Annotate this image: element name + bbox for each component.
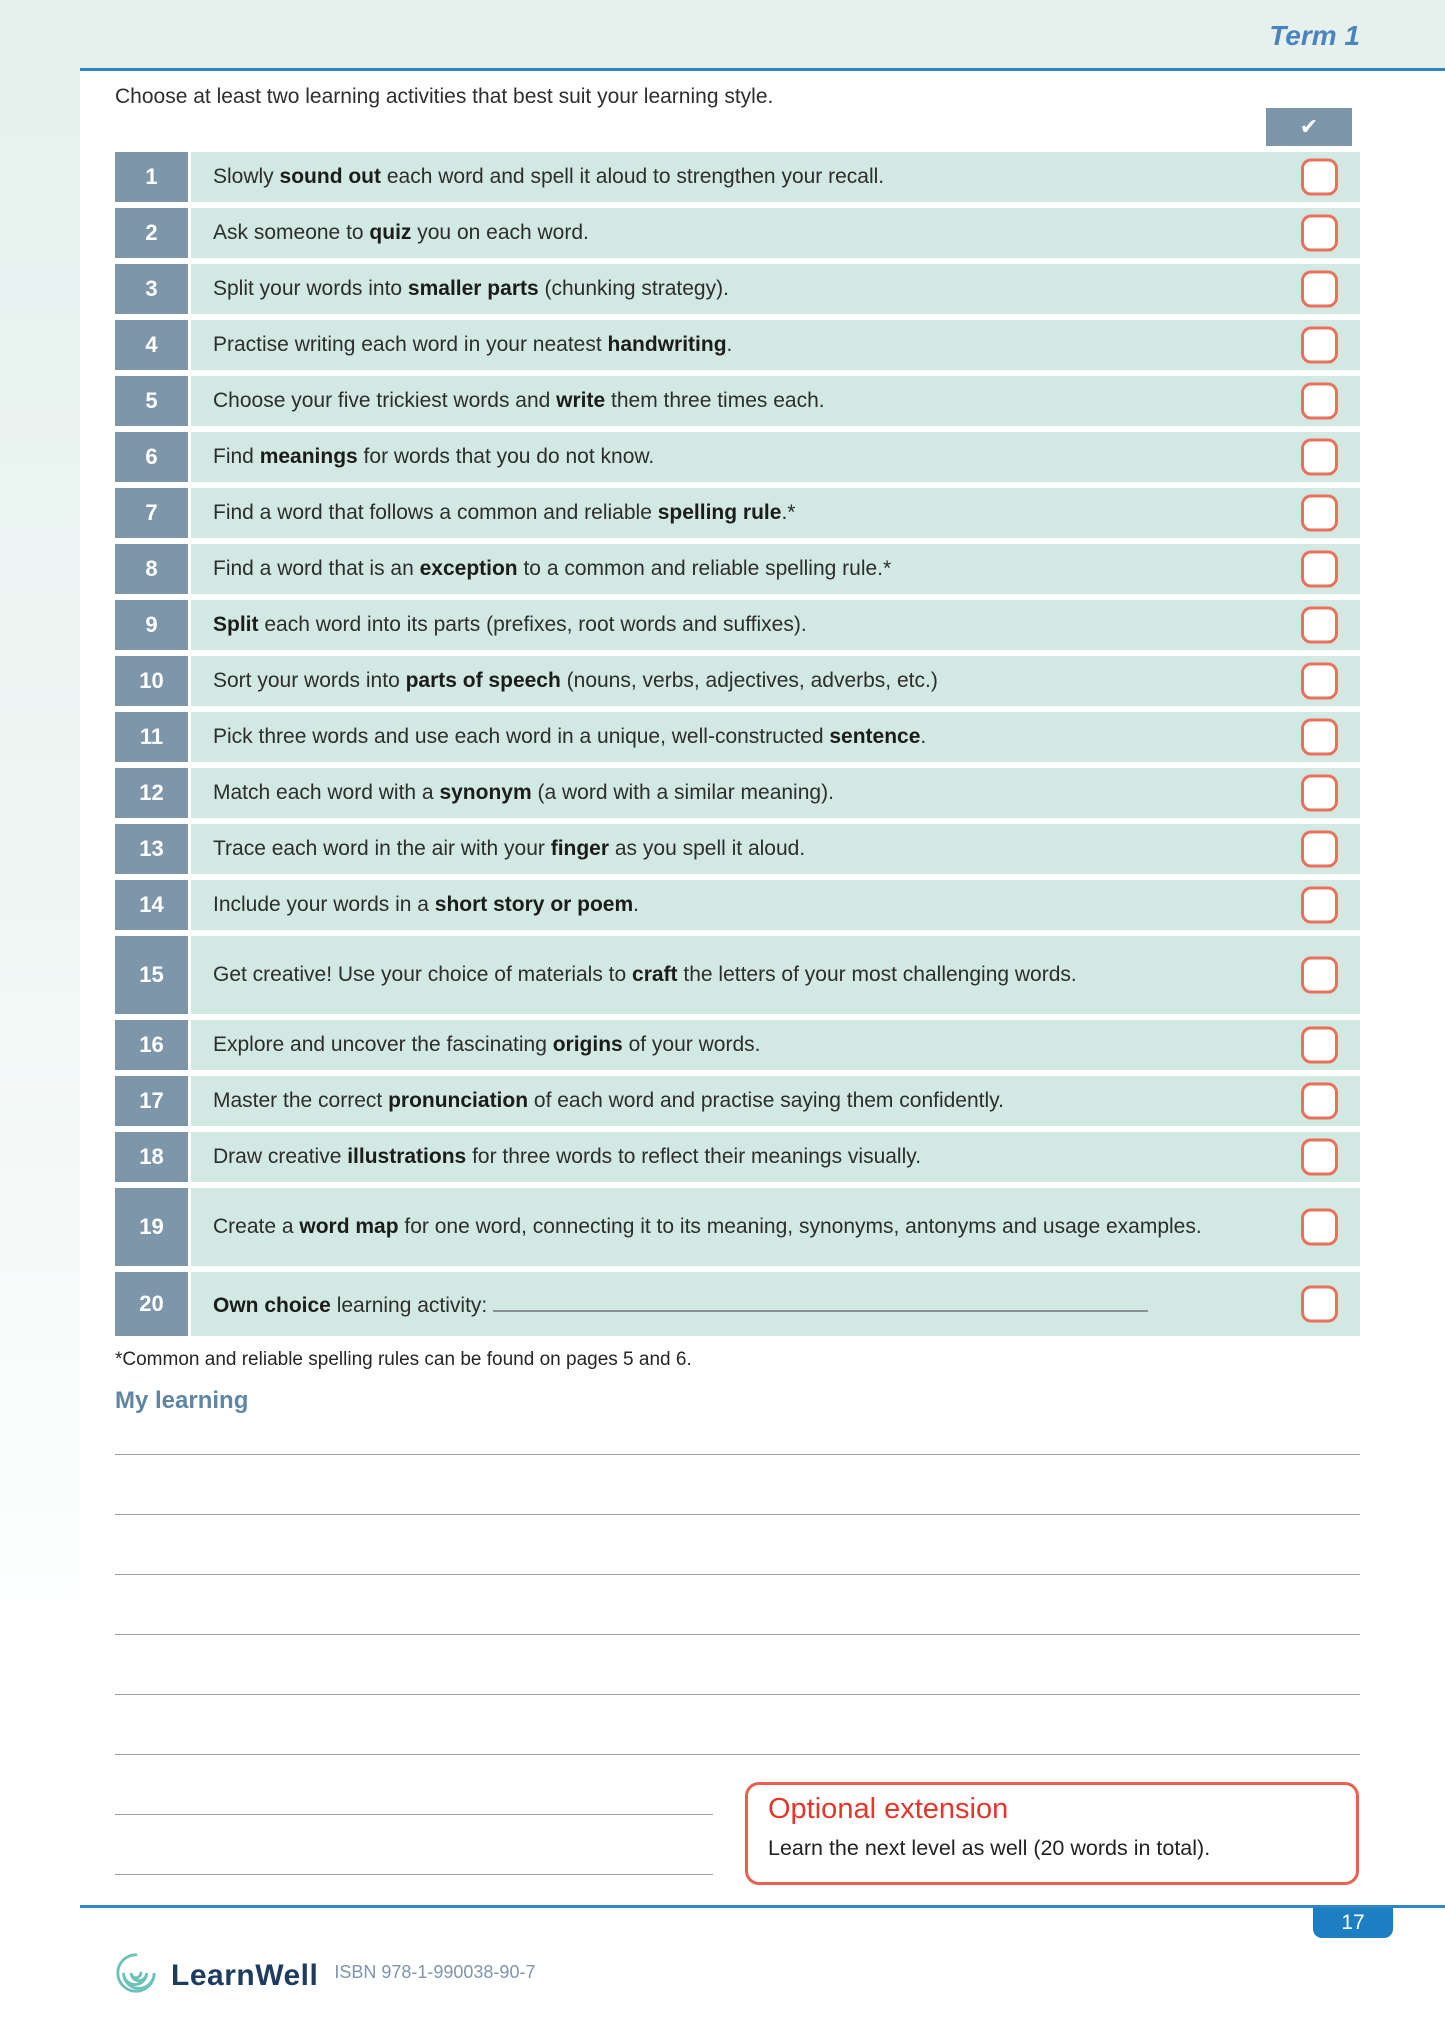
checkbox[interactable] [1301,887,1338,924]
checkbox[interactable] [1301,383,1338,420]
writing-line [115,1514,1360,1515]
checkbox[interactable] [1301,551,1338,588]
footnote: *Common and reliable spelling rules can be found on pages 5 and 6. [115,1349,692,1370]
writing-line [115,1574,1360,1575]
checkbox[interactable] [1301,719,1338,756]
writing-line [115,1754,1360,1755]
row-activity [191,1132,1360,1182]
writing-line [115,1634,1360,1635]
checkbox[interactable] [1301,607,1338,644]
row-number: 1 [115,152,188,202]
row-activity [191,544,1360,594]
my-learning-heading: My learning [115,1387,249,1414]
row-activity [191,152,1360,202]
row-number: 2 [115,208,188,258]
row-number: 18 [115,1132,188,1182]
row-number: 15 [115,936,188,1014]
checkbox[interactable] [1301,1286,1338,1323]
table-row [115,544,1360,594]
checkbox[interactable] [1301,271,1338,308]
row-number: 14 [115,880,188,930]
checkbox[interactable] [1301,663,1338,700]
row-activity [191,1188,1360,1266]
activity-text: Get creative! Use your choice of materials to craft the letters of your most challenging words. [213,963,1077,986]
row-number: 20 [115,1272,188,1336]
activity-text: Master the correct pronunciation of each word and practise saying them confidently. [213,1089,1004,1112]
table-row [115,264,1360,314]
table-row [115,1188,1360,1266]
table-row [115,432,1360,482]
checkbox[interactable] [1301,495,1338,532]
learnwell-logo-icon [113,1950,159,2001]
row-activity [191,264,1360,314]
row-activity [191,656,1360,706]
table-row [115,208,1360,258]
checkbox[interactable] [1301,775,1338,812]
row-number: 8 [115,544,188,594]
top-band [0,0,1445,68]
checkbox[interactable] [1301,327,1338,364]
table-row [115,880,1360,930]
table-row [115,320,1360,370]
row-number: 19 [115,1188,188,1266]
activity-text: Split each word into its parts (prefixes, root words and suffixes). [213,613,807,636]
row-activity [191,1272,1360,1336]
row-activity [191,936,1360,1014]
activity-text: Trace each word in the air with your finger as you spell it aloud. [213,837,806,860]
table-row [115,712,1360,762]
row-number: 10 [115,656,188,706]
checkbox[interactable] [1301,957,1338,994]
checkbox[interactable] [1301,159,1338,196]
row-activity [191,712,1360,762]
footer-rule [80,1905,1445,1908]
row-activity [191,768,1360,818]
activities-table [115,152,1360,1336]
table-row [115,824,1360,874]
row-number: 13 [115,824,188,874]
checkbox[interactable] [1301,1209,1338,1246]
row-activity [191,1076,1360,1126]
table-row [115,376,1360,426]
row-number: 6 [115,432,188,482]
writing-line [115,1814,713,1815]
activity-text: Draw creative illustrations for three words to reflect their meanings visually. [213,1145,922,1168]
writing-line [115,1694,1360,1695]
activity-text: Split your words into smaller parts (chunking strategy). [213,277,729,300]
activity-text: Find a word that follows a common and reliable spelling rule.* [213,501,796,524]
activity-text: Match each word with a synonym (a word with a similar meaning). [213,781,834,804]
table-row [115,1132,1360,1182]
table-row [115,152,1360,202]
checkbox[interactable] [1301,1083,1338,1120]
activity-text: Slowly sound out each word and spell it aloud to strengthen your recall. [213,165,885,188]
row-activity [191,880,1360,930]
row-number: 4 [115,320,188,370]
table-row [115,488,1360,538]
activity-text: Sort your words into parts of speech (nouns, verbs, adjectives, adverbs, etc.) [213,669,938,692]
row-activity [191,1020,1360,1070]
content-area [80,71,1445,1875]
activity-text: Create a word map for one word, connecting it to its meaning, synonyms, antonyms and usage examples. [213,1215,1202,1238]
brand-name: LearnWell [171,1958,319,1992]
instruction-row [115,85,1360,139]
activity-text: Find a word that is an exception to a common and reliable spelling rule.* [213,557,892,580]
table-row [115,1272,1360,1336]
table-row [115,600,1360,650]
page-number-tab [1313,1908,1393,1938]
term-label: Term 1 [1269,20,1360,51]
row-activity [191,600,1360,650]
checkbox[interactable] [1301,1027,1338,1064]
row-activity [191,824,1360,874]
row-activity [191,376,1360,426]
table-row [115,1020,1360,1070]
table-row [115,656,1360,706]
activity-text: Pick three words and use each word in a unique, well-constructed sentence. [213,725,927,748]
row-number: 12 [115,768,188,818]
row-activity [191,208,1360,258]
activity-text: Find meanings for words that you do not know. [213,445,655,468]
brand-footer [113,1950,535,2001]
table-row [115,936,1360,1014]
row-number: 9 [115,600,188,650]
row-number: 3 [115,264,188,314]
checkbox[interactable] [1301,831,1338,868]
row-number: 17 [115,1076,188,1126]
checkbox[interactable] [1301,1139,1338,1176]
own-choice-blank-field[interactable] [493,1288,1148,1312]
left-margin-band [0,68,80,1828]
isbn-text: ISBN 978-1-990038-90-7 [334,1962,536,1982]
activity-text: Practise writing each word in your neatest handwriting. [213,333,733,356]
row-number: 11 [115,712,188,762]
row-activity [191,320,1360,370]
optional-extension-title: Optional extension [768,1793,1009,1825]
page-number: 17 [1341,1911,1365,1934]
optional-extension-box [745,1782,1359,1885]
table-row [115,1076,1360,1126]
row-number: 5 [115,376,188,426]
activity-text: Choose your five trickiest words and write them three times each. [213,389,825,412]
writing-line [115,1454,1360,1455]
writing-line [115,1874,713,1875]
checkbox[interactable] [1301,215,1338,252]
optional-extension-body: Learn the next level as well (20 words in total). [768,1836,1211,1860]
checkbox[interactable] [1301,439,1338,476]
check-mark-icon: ✔ [1299,114,1319,139]
table-row [115,768,1360,818]
check-column-header [1266,108,1352,146]
row-activity [191,432,1360,482]
row-number: 7 [115,488,188,538]
activity-text: Own choice learning activity: [213,1288,1148,1320]
activity-text: Include your words in a short story or poem. [213,893,640,916]
instruction-text: Choose at least two learning activities that best suit your learning style. [115,85,774,108]
activity-text: Explore and uncover the fascinating origins of your words. [213,1033,761,1056]
row-number: 16 [115,1020,188,1070]
row-activity [191,488,1360,538]
activity-text: Ask someone to quiz you on each word. [213,221,589,244]
